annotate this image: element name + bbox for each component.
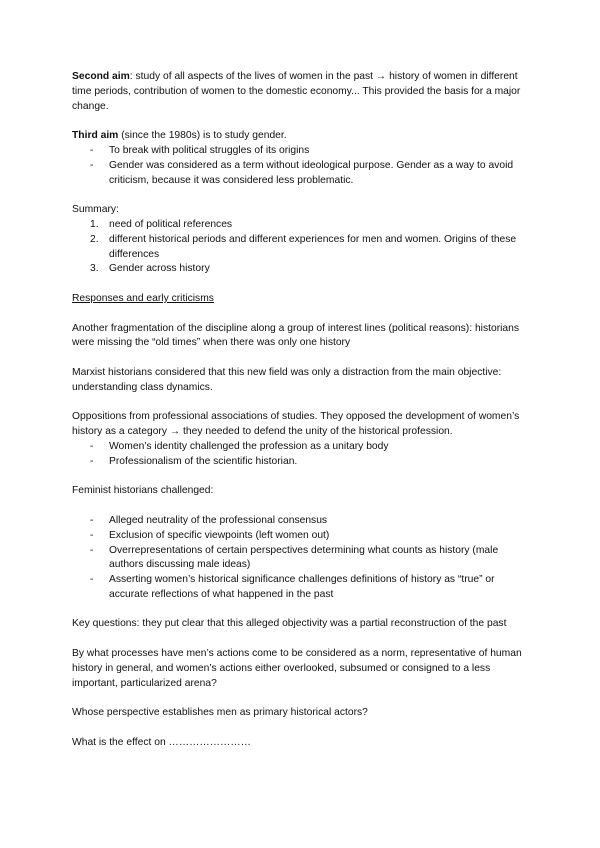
third-aim-text: (since the 1980s) is to study gender. [118, 130, 287, 142]
third-aim-label: Third aim [72, 130, 119, 142]
list-item: - Women’s identity challenged the profession as a unitary body [72, 440, 524, 455]
second-aim-label: Second aim [72, 71, 130, 82]
second-aim-paragraph [72, 70, 524, 114]
document-page [72, 70, 524, 751]
fragmentation-paragraph: Another fragmentation of the discipline along a group of interest lines (political reasons): historians were missing the “old times” when there was only one history [72, 322, 520, 349]
feminist-paragraph: Feminist historians challenged: [72, 485, 214, 497]
list-number: 1. [90, 218, 99, 230]
list-item: - Alleged neutrality of the professional consensus [72, 514, 524, 529]
question-processes: By what processes have men’s actions come to be considered as a norm, representative of human history in general, and women’s actions either overlooked, subsumed or consigned to a less important, particularized arena? [72, 648, 522, 689]
list-number: 2. [90, 233, 99, 245]
question-perspective: Whose perspective establishes men as primary historical actors? [72, 707, 368, 719]
feminist-list [72, 514, 524, 603]
list-text: Gender across history [109, 263, 210, 275]
list-text: different historical periods and different experiences for men and women. Origins of these differences [109, 233, 517, 260]
summary-heading: Summary: [72, 204, 119, 216]
list-item: - Gender was considered as a term without ideological purpose. Gender as a way to avoid criticism, because it was considered less problematic. [72, 159, 524, 189]
list-number: 3. [90, 263, 99, 275]
list-item: - Professionalism of the scientific historian. [72, 455, 524, 470]
summary-list [72, 218, 524, 277]
third-aim-list [72, 144, 524, 188]
second-aim-text: : study of all aspects of the lives of women in the past → history of women in different time periods, contribution of women to the domestic economy... This provided the basis for a major change. [72, 71, 521, 112]
list-item [72, 262, 524, 277]
list-item: - Asserting women’s historical significance challenges definitions of history as “true” or accurate reflections of what happened in the past [72, 573, 524, 603]
list-item: - To break with political struggles of its origins [72, 144, 524, 159]
list-item: - Exclusion of specific viewpoints (left women out) [72, 529, 524, 544]
list-item: - Overrepresentations of certain perspectives determining what counts as history (male authors discussing male ideas) [72, 544, 524, 574]
list-item [72, 218, 524, 233]
third-aim-paragraph [72, 129, 524, 144]
oppositions-list [72, 440, 524, 470]
marxist-paragraph: Marxist historians considered that this new field was only a distraction from the main objective: understanding class dynamics. [72, 366, 502, 393]
list-text: need of political references [109, 218, 233, 230]
key-questions-paragraph: Key questions: they put clear that this alleged objectivity was a partial reconstruction of the past [72, 618, 507, 630]
section-heading: Responses and early criticisms [72, 292, 214, 304]
list-item [72, 233, 524, 263]
oppositions-paragraph: Oppositions from professional associations of studies. They opposed the development of women’s history as a category → they needed to defend the unity of the historical profession. [72, 411, 520, 438]
question-effect: What is the effect on …………………… [72, 736, 251, 748]
